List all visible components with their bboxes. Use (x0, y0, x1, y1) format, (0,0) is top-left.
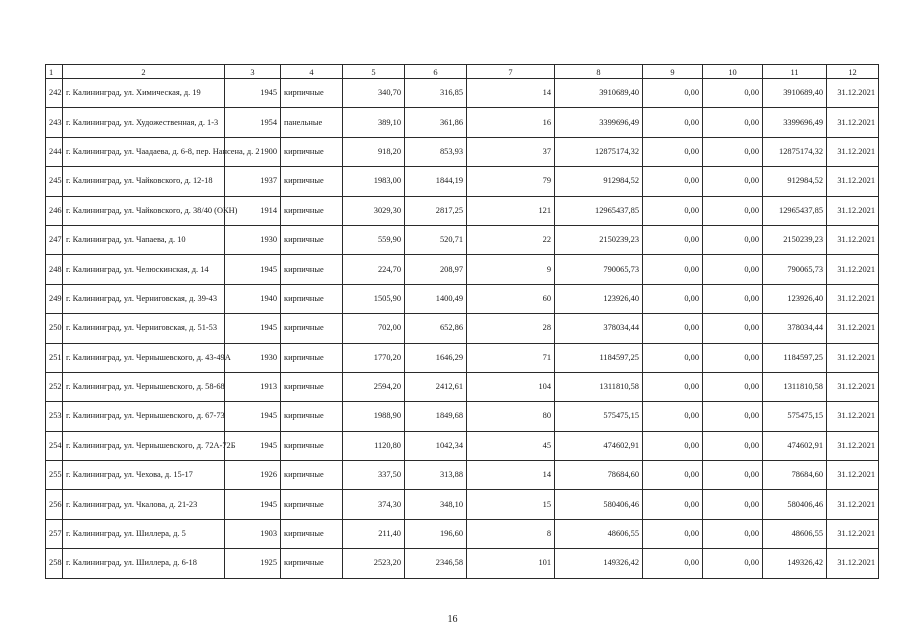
cost-cell: 0,00 (643, 343, 703, 372)
col-header: 4 (281, 65, 343, 79)
living-area-cell: 2817,25 (405, 196, 467, 225)
living-area-cell: 1400,49 (405, 284, 467, 313)
row-number: 244 (46, 137, 63, 166)
cost-cell: 0,00 (703, 314, 763, 343)
date-cell: 31.12.2021 (827, 255, 879, 284)
material-cell: кирпичные (281, 490, 343, 519)
material-cell: кирпичные (281, 284, 343, 313)
living-area-cell: 313,88 (405, 461, 467, 490)
material-cell: кирпичные (281, 167, 343, 196)
row-number: 253 (46, 402, 63, 431)
cost-cell: 1311810,58 (555, 372, 643, 401)
table-row (46, 255, 879, 284)
cost-cell: 1311810,58 (763, 372, 827, 401)
year-cell: 1900 (225, 137, 281, 166)
table-row (46, 461, 879, 490)
material-cell: кирпичные (281, 519, 343, 548)
date-cell: 31.12.2021 (827, 343, 879, 372)
table-row (46, 431, 879, 460)
area-cell: 374,30 (343, 490, 405, 519)
address-cell: г. Калининград, ул. Шиллера, д. 5 (63, 519, 225, 548)
table-row (46, 167, 879, 196)
living-area-cell: 1646,29 (405, 343, 467, 372)
cost-cell: 0,00 (703, 225, 763, 254)
residents-cell: 15 (467, 490, 555, 519)
row-number: 250 (46, 314, 63, 343)
cost-cell: 123926,40 (555, 284, 643, 313)
area-cell: 1120,80 (343, 431, 405, 460)
living-area-cell: 2412,61 (405, 372, 467, 401)
cost-cell: 3399696,49 (763, 108, 827, 137)
address-cell: г. Калининград, ул. Чехова, д. 15-17 (63, 461, 225, 490)
table-body (46, 79, 879, 579)
area-cell: 2523,20 (343, 549, 405, 578)
cost-cell: 123926,40 (763, 284, 827, 313)
address-cell: г. Калининград, ул. Чернышевского, д. 43-49А (63, 343, 225, 372)
page-number: 16 (447, 614, 458, 625)
cost-cell: 3399696,49 (555, 108, 643, 137)
year-cell: 1945 (225, 79, 281, 108)
year-cell: 1903 (225, 519, 281, 548)
col-header: 1 (46, 65, 63, 79)
row-number: 256 (46, 490, 63, 519)
cost-cell: 0,00 (703, 372, 763, 401)
table-row (46, 372, 879, 401)
row-number: 248 (46, 255, 63, 284)
residents-cell: 104 (467, 372, 555, 401)
cost-cell: 912984,52 (555, 167, 643, 196)
living-area-cell: 348,10 (405, 490, 467, 519)
material-cell: кирпичные (281, 255, 343, 284)
material-cell: кирпичные (281, 372, 343, 401)
row-number: 246 (46, 196, 63, 225)
residents-cell: 22 (467, 225, 555, 254)
living-area-cell: 208,97 (405, 255, 467, 284)
date-cell: 31.12.2021 (827, 108, 879, 137)
area-cell: 1505,90 (343, 284, 405, 313)
residents-cell: 9 (467, 255, 555, 284)
cost-cell: 580406,46 (763, 490, 827, 519)
cost-cell: 474602,91 (555, 431, 643, 460)
material-cell: кирпичные (281, 196, 343, 225)
cost-cell: 0,00 (643, 402, 703, 431)
date-cell: 31.12.2021 (827, 461, 879, 490)
table-row (46, 137, 879, 166)
table-row (46, 284, 879, 313)
residents-cell: 28 (467, 314, 555, 343)
col-header: 9 (643, 65, 703, 79)
address-cell: г. Калининград, ул. Чкалова, д. 21-23 (63, 490, 225, 519)
row-number: 245 (46, 167, 63, 196)
cost-cell: 0,00 (643, 196, 703, 225)
cost-cell: 0,00 (643, 137, 703, 166)
living-area-cell: 361,86 (405, 108, 467, 137)
address-cell: г. Калининград, ул. Черниговская, д. 51-53 (63, 314, 225, 343)
residents-cell: 8 (467, 519, 555, 548)
col-header: 3 (225, 65, 281, 79)
cost-cell: 0,00 (643, 461, 703, 490)
cost-cell: 0,00 (703, 519, 763, 548)
cost-cell: 0,00 (643, 490, 703, 519)
address-cell: г. Калининград, ул. Чернышевского, д. 72А-72Б (63, 431, 225, 460)
row-number: 258 (46, 549, 63, 578)
year-cell: 1930 (225, 225, 281, 254)
address-cell: г. Калининград, ул. Художественная, д. 1-3 (63, 108, 225, 137)
table-row (46, 225, 879, 254)
row-number: 243 (46, 108, 63, 137)
residents-cell: 14 (467, 461, 555, 490)
cost-cell: 0,00 (643, 431, 703, 460)
date-cell: 31.12.2021 (827, 314, 879, 343)
date-cell: 31.12.2021 (827, 402, 879, 431)
cost-cell: 0,00 (703, 167, 763, 196)
cost-cell: 378034,44 (555, 314, 643, 343)
cost-cell: 0,00 (703, 549, 763, 578)
living-area-cell: 2346,58 (405, 549, 467, 578)
area-cell: 1983,00 (343, 167, 405, 196)
cost-cell: 0,00 (643, 284, 703, 313)
cost-cell: 0,00 (643, 167, 703, 196)
cost-cell: 575475,15 (555, 402, 643, 431)
cost-cell: 149326,42 (555, 549, 643, 578)
cost-cell: 0,00 (643, 255, 703, 284)
table-row (46, 79, 879, 108)
area-cell: 3029,30 (343, 196, 405, 225)
year-cell: 1930 (225, 343, 281, 372)
year-cell: 1945 (225, 314, 281, 343)
cost-cell: 580406,46 (555, 490, 643, 519)
col-header: 11 (763, 65, 827, 79)
living-area-cell: 316,85 (405, 79, 467, 108)
address-cell: г. Калининград, ул. Чернышевского, д. 67-73 (63, 402, 225, 431)
area-cell: 211,40 (343, 519, 405, 548)
table-row (46, 519, 879, 548)
material-cell: кирпичные (281, 431, 343, 460)
register-table (45, 64, 879, 579)
cost-cell: 378034,44 (763, 314, 827, 343)
cost-cell: 912984,52 (763, 167, 827, 196)
cost-cell: 0,00 (703, 490, 763, 519)
cost-cell: 2150239,23 (555, 225, 643, 254)
cost-cell: 1184597,25 (555, 343, 643, 372)
cost-cell: 12875174,32 (555, 137, 643, 166)
date-cell: 31.12.2021 (827, 372, 879, 401)
area-cell: 559,90 (343, 225, 405, 254)
living-area-cell: 1849,68 (405, 402, 467, 431)
year-cell: 1945 (225, 255, 281, 284)
year-cell: 1937 (225, 167, 281, 196)
table-row (46, 490, 879, 519)
address-cell: г. Калининград, ул. Чернышевского, д. 58-68 (63, 372, 225, 401)
cost-cell: 0,00 (703, 343, 763, 372)
area-cell: 2594,20 (343, 372, 405, 401)
cost-cell: 0,00 (703, 284, 763, 313)
material-cell: кирпичные (281, 314, 343, 343)
header-row (46, 65, 879, 79)
cost-cell: 1184597,25 (763, 343, 827, 372)
col-header: 8 (555, 65, 643, 79)
date-cell: 31.12.2021 (827, 79, 879, 108)
col-header: 12 (827, 65, 879, 79)
table-row (46, 314, 879, 343)
address-cell: г. Калининград, ул. Чаадаева, д. 6-8, пер. Нансена, д. 2 (63, 137, 225, 166)
cost-cell: 78684,60 (763, 461, 827, 490)
cost-cell: 0,00 (643, 519, 703, 548)
row-number: 254 (46, 431, 63, 460)
material-cell: кирпичные (281, 225, 343, 254)
area-cell: 224,70 (343, 255, 405, 284)
material-cell: кирпичные (281, 79, 343, 108)
cost-cell: 3910689,40 (763, 79, 827, 108)
year-cell: 1945 (225, 402, 281, 431)
residents-cell: 60 (467, 284, 555, 313)
date-cell: 31.12.2021 (827, 167, 879, 196)
year-cell: 1913 (225, 372, 281, 401)
cost-cell: 0,00 (703, 137, 763, 166)
area-cell: 389,10 (343, 108, 405, 137)
material-cell: кирпичные (281, 137, 343, 166)
material-cell: кирпичные (281, 549, 343, 578)
cost-cell: 78684,60 (555, 461, 643, 490)
cost-cell: 12875174,32 (763, 137, 827, 166)
cost-cell: 0,00 (643, 79, 703, 108)
residents-cell: 16 (467, 108, 555, 137)
date-cell: 31.12.2021 (827, 519, 879, 548)
year-cell: 1954 (225, 108, 281, 137)
date-cell: 31.12.2021 (827, 137, 879, 166)
row-number: 247 (46, 225, 63, 254)
residents-cell: 121 (467, 196, 555, 225)
cost-cell: 0,00 (703, 196, 763, 225)
col-header: 10 (703, 65, 763, 79)
year-cell: 1914 (225, 196, 281, 225)
residents-cell: 14 (467, 79, 555, 108)
material-cell: панельные (281, 108, 343, 137)
row-number: 242 (46, 79, 63, 108)
cost-cell: 790065,73 (555, 255, 643, 284)
date-cell: 31.12.2021 (827, 196, 879, 225)
cost-cell: 0,00 (643, 225, 703, 254)
area-cell: 702,00 (343, 314, 405, 343)
address-cell: г. Калининград, ул. Шиллера, д. 6-18 (63, 549, 225, 578)
material-cell: кирпичные (281, 402, 343, 431)
living-area-cell: 520,71 (405, 225, 467, 254)
table-row (46, 549, 879, 578)
cost-cell: 0,00 (643, 108, 703, 137)
col-header: 7 (467, 65, 555, 79)
cost-cell: 2150239,23 (763, 225, 827, 254)
year-cell: 1926 (225, 461, 281, 490)
col-header: 5 (343, 65, 405, 79)
table-row (46, 402, 879, 431)
residents-cell: 79 (467, 167, 555, 196)
living-area-cell: 853,93 (405, 137, 467, 166)
residents-cell: 37 (467, 137, 555, 166)
table-row (46, 343, 879, 372)
col-header: 6 (405, 65, 467, 79)
cost-cell: 0,00 (703, 402, 763, 431)
cost-cell: 474602,91 (763, 431, 827, 460)
date-cell: 31.12.2021 (827, 225, 879, 254)
living-area-cell: 652,86 (405, 314, 467, 343)
address-cell: г. Калининград, ул. Химическая, д. 19 (63, 79, 225, 108)
row-number: 255 (46, 461, 63, 490)
year-cell: 1945 (225, 490, 281, 519)
cost-cell: 0,00 (703, 79, 763, 108)
area-cell: 340,70 (343, 79, 405, 108)
year-cell: 1925 (225, 549, 281, 578)
cost-cell: 12965437,85 (763, 196, 827, 225)
address-cell: г. Калининград, ул. Чайковского, д. 38/40 (ОКН) (63, 196, 225, 225)
cost-cell: 0,00 (703, 431, 763, 460)
date-cell: 31.12.2021 (827, 490, 879, 519)
residents-cell: 101 (467, 549, 555, 578)
cost-cell: 12965437,85 (555, 196, 643, 225)
cost-cell: 149326,42 (763, 549, 827, 578)
cost-cell: 48606,55 (763, 519, 827, 548)
living-area-cell: 1844,19 (405, 167, 467, 196)
living-area-cell: 196,60 (405, 519, 467, 548)
cost-cell: 0,00 (703, 461, 763, 490)
row-number: 251 (46, 343, 63, 372)
cost-cell: 0,00 (643, 314, 703, 343)
cost-cell: 3910689,40 (555, 79, 643, 108)
area-cell: 1770,20 (343, 343, 405, 372)
year-cell: 1940 (225, 284, 281, 313)
living-area-cell: 1042,34 (405, 431, 467, 460)
address-cell: г. Калининград, ул. Чайковского, д. 12-18 (63, 167, 225, 196)
cost-cell: 0,00 (643, 372, 703, 401)
area-cell: 918,20 (343, 137, 405, 166)
col-header: 2 (63, 65, 225, 79)
cost-cell: 790065,73 (763, 255, 827, 284)
row-number: 252 (46, 372, 63, 401)
cost-cell: 0,00 (643, 549, 703, 578)
row-number: 257 (46, 519, 63, 548)
cost-cell: 575475,15 (763, 402, 827, 431)
date-cell: 31.12.2021 (827, 549, 879, 578)
address-cell: г. Калининград, ул. Чапаева, д. 10 (63, 225, 225, 254)
date-cell: 31.12.2021 (827, 284, 879, 313)
residents-cell: 80 (467, 402, 555, 431)
area-cell: 337,50 (343, 461, 405, 490)
table-row (46, 108, 879, 137)
row-number: 249 (46, 284, 63, 313)
area-cell: 1988,90 (343, 402, 405, 431)
residents-cell: 45 (467, 431, 555, 460)
material-cell: кирпичные (281, 343, 343, 372)
cost-cell: 48606,55 (555, 519, 643, 548)
date-cell: 31.12.2021 (827, 431, 879, 460)
year-cell: 1945 (225, 431, 281, 460)
cost-cell: 0,00 (703, 255, 763, 284)
table-row (46, 196, 879, 225)
residents-cell: 71 (467, 343, 555, 372)
cost-cell: 0,00 (703, 108, 763, 137)
address-cell: г. Калининград, ул. Челюскинская, д. 14 (63, 255, 225, 284)
address-cell: г. Калининград, ул. Черниговская, д. 39-43 (63, 284, 225, 313)
material-cell: кирпичные (281, 461, 343, 490)
